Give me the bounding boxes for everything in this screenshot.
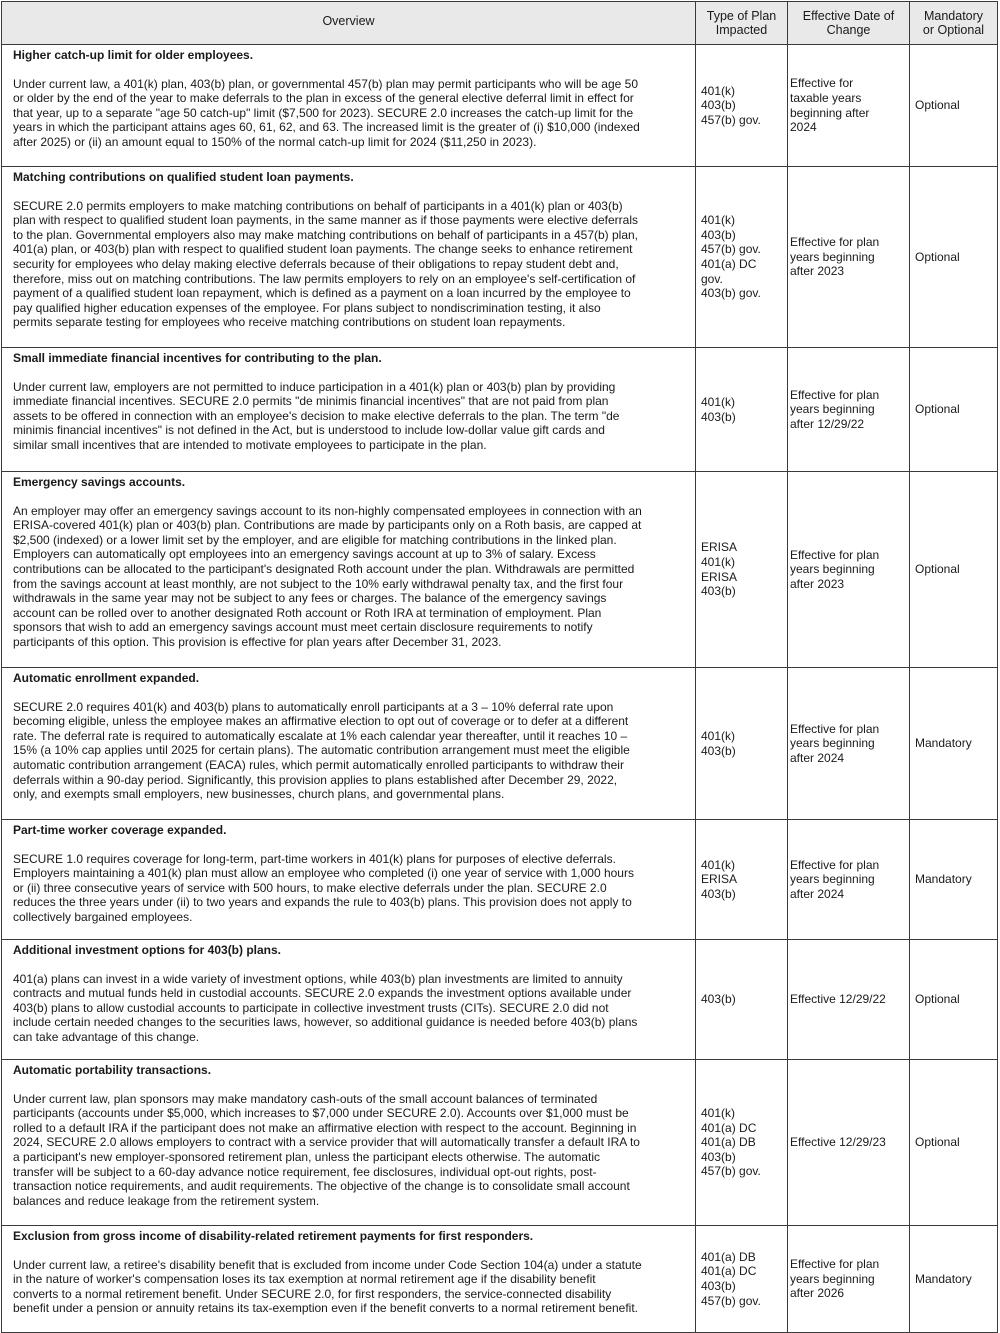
effective-date-cell: Effective 12/29/22: [788, 940, 910, 1060]
provision-title: Additional investment options for 403(b) plans.: [13, 943, 282, 957]
plan-type-cell: 401(k) 403(b): [696, 348, 788, 472]
provision-body: SECURE 2.0 requires 401(k) and 403(b) plans to automatically enroll participants at a 3 – 10% deferral rate upon becoming eligible, unless the employee makes an affirmative election to opt out of coverage or to defer at a different rate. The deferral rate is required to automatically escalate at 1% each calendar year thereafter, until it reaches 10 – 15% (a 10% cap applies until 2025 for certain plans). The automatic contribution arrangement must meet the eligible automatic contribution arrangement (EACA) rules, which permit automatically enrolled participants to withdraw their deferrals within a 90-day period. Significantly, this provision applies to plans established after December 29, 2022, only, and exempts small employers, new businesses, church plans, and governmental plans.: [13, 699, 630, 802]
plan-type-cell: 401(k) 401(a) DC 401(a) DB 403(b) 457(b) gov.: [696, 1060, 788, 1226]
provision-body: SECURE 2.0 permits employers to make matching contributions on behalf of participants in a 401(k) plan or 403(b) plan with respect to qualified student loan payments, in the same manner as if those payments were elective deferrals to the plan. Governmental employers also may make matching contributions on behalf of participants in a 457(b) plan, 401(a) plan, or 403(b) plan with respect to qualified student loan payments. The change seeks to enhance retirement security for employees who delay making elective deferrals because of their obligations to repay student debt and, therefore, miss out on matching contributions. The law permits employers to rely on an employee's self-certification of payment of a qualified student loan repayment, which is defined as a payment on a loan incurred by the employee to pay qualified higher education expenses of the employee. For plans subject to nondiscrimination testing, it also permits separate testing for employees who receive matching contributions on student loan repayments.: [13, 198, 639, 330]
table-row: [2, 167, 998, 348]
provision-title: Emergency savings accounts.: [13, 475, 186, 489]
overview-cell: [2, 348, 696, 472]
provision-body: Under current law, plan sponsors may make mandatory cash-outs of the small account balances of terminated participants (accounts under $5,000, which increases to $7,000 under SECURE 2.0). Accounts over $1,000 must be rolled to a default IRA if the participant does not make an affirmative election with respect to the account. Beginning in 2024, SECURE 2.0 allows employers to contract with a service provider that will automatically transfer a default IRA to a participant's new employer-sponsored retirement plan, unless the participant elects otherwise. The automatic transfer will be subject to a 60-day advance notice requirement, fee disclosures, individual opt-out rights, post- transaction notice requirements, and audit requirements. The objective of the change is to consolidate small account balances and reduce leakage from the retirement system.: [13, 1091, 640, 1208]
provision-title: Part-time worker coverage expanded.: [13, 823, 227, 837]
overview-cell: [2, 820, 696, 940]
table-row: [2, 940, 998, 1060]
provision-body: Under current law, employers are not permitted to induce participation in a 401(k) plan or 403(b) plan by providing immediate financial incentives. SECURE 2.0 permits "de minimis financial incentives" that are not paid from plan assets to be offered in connection with an employee's decision to make elective deferrals to the plan. The term "de minimis financial incentives" is not defined in the Act, but is understood to include low-dollar value gift cards and similar small incentives that are intended to motivate employees to participate in the plan.: [13, 379, 620, 452]
overview-cell: [2, 472, 696, 668]
plan-type-cell: 401(k) 403(b): [696, 668, 788, 820]
overview-cell: [2, 1060, 696, 1226]
table-row: [2, 1060, 998, 1226]
provision-title: Automatic portability transactions.: [13, 1063, 212, 1077]
header-row: [2, 2, 998, 45]
plan-type-cell: 401(a) DB 401(a) DC 403(b) 457(b) gov.: [696, 1226, 788, 1333]
provision-body: 401(a) plans can invest in a wide variety of investment options, while 403(b) plan investments are limited to annuity contracts and mutual funds held in custodial accounts. SECURE 2.0 expands the investment options available under 403(b) plans to allow custodial accounts to participate in collective investment trusts (CITs). SECURE 2.0 did not include certain needed changes to the securities laws, however, so additional guidance is needed before 403(b) plans can take advantage of this change.: [13, 971, 638, 1044]
overview-cell: [2, 668, 696, 820]
overview-cell: [2, 45, 696, 167]
plan-type-header: Type of Plan Impacted: [696, 2, 788, 45]
overview-cell: [2, 940, 696, 1060]
plan-type-cell: 401(k) ERISA 403(b): [696, 820, 788, 940]
effective-date-cell: Effective for plan years beginning after 2026: [788, 1226, 910, 1333]
provision-body: Under current law, a 401(k) plan, 403(b) plan, or governmental 457(b) plan may permit participants who will be age 50 or older by the end of the year to make deferrals to the plan in excess of the general elective deferral limit in effect for that year, up to a separate "age 50 catch-up" limit ($7,500 for 2023). SECURE 2.0 increases the catch-up limit for the years in which the participant attains ages 60, 61, 62, and 63. The increased limit is the greater of (i) $10,000 (indexed after 2025) or (ii) an amount equal to 150% of the normal catch-up limit for 2024 ($11,250 in 2023).: [13, 76, 640, 149]
mandatory-cell: Mandatory: [910, 1226, 998, 1333]
mandatory-cell: Optional: [910, 167, 998, 348]
mandatory-cell: Mandatory: [910, 820, 998, 940]
mandatory-cell: Mandatory: [910, 668, 998, 820]
provision-body: Under current law, a retiree's disability benefit that is excluded from income under Code Section 104(a) under a statute in the nature of worker's compensation loses its tax exemption at normal retirement age if the disability benefit converts to a normal retirement benefit. Under SECURE 2.0, for first responders, the service-connected disability benefit under a pension or annuity retains its tax-exemption even if the benefit converts to a normal retirement benefit.: [13, 1257, 642, 1316]
effective-date-cell: Effective for plan years beginning after 2024: [788, 820, 910, 940]
mandatory-cell: Optional: [910, 472, 998, 668]
effective-date-cell: Effective for taxable years beginning after 2024: [788, 45, 910, 167]
table-row: [2, 820, 998, 940]
provision-title: Matching contributions on qualified student loan payments.: [13, 170, 354, 184]
mandatory-cell: Optional: [910, 1060, 998, 1226]
mandatory-cell: Optional: [910, 45, 998, 167]
table-row: [2, 1226, 998, 1333]
effective-date-cell: Effective 12/29/23: [788, 1060, 910, 1226]
effective-date-cell: Effective for plan years beginning after 12/29/22: [788, 348, 910, 472]
effective-date-cell: Effective for plan years beginning after 2024: [788, 668, 910, 820]
provisions-table: [1, 1, 998, 1333]
provision-body: SECURE 1.0 requires coverage for long-term, part-time workers in 401(k) plans for purposes of elective deferrals. Employers maintaining a 401(k) plan must allow an employee who completed (i) one year of service with 1,000 hours or (ii) three consecutive years of service with 500 hours, to make elective deferrals under the plan. SECURE 2.0 reduces the three years under (ii) to two years and expands the rule to 403(b) plans. This provision does not apply to collectively bargained employees.: [13, 851, 634, 924]
table-row: [2, 45, 998, 167]
effective-date-cell: Effective for plan years beginning after 2023: [788, 472, 910, 668]
secure-act-comparison: [1, 1, 999, 1326]
provision-body: An employer may offer an emergency savings account to its non-highly compensated employees in connection with an ERISA-covered 401(k) plan or 403(b) plan. Contributions are made by participants only on a Roth basis, are capped at $2,500 (indexed) or a lower limit set by the employer, and are eligible for matching contributions in the linked plan. Employers can automatically opt employees into an emergency savings account at up to 3% of salary. Excess contributions can be allocated to the participant's designated Roth account under the plan. Withdrawals are permitted from the savings account at least monthly, are not subject to the 10% early withdrawal penalty tax, and the first four withdrawals in the same year may not be subject to any fees or charges. The balance of the emergency savings account can be rolled over to another designated Roth account or Roth IRA at termination of employment. Plan sponsors that wish to add an emergency savings account must meet certain disclosure requirements to notify participants of this option. This provision is effective for plan years after December 31, 2023.: [13, 503, 642, 649]
mandatory-cell: Optional: [910, 940, 998, 1060]
provision-title: Small immediate financial incentives for contributing to the plan.: [13, 351, 382, 365]
overview-header: Overview: [2, 2, 696, 45]
provision-title: Automatic enrollment expanded.: [13, 671, 200, 685]
table-row: [2, 348, 998, 472]
plan-type-cell: 403(b): [696, 940, 788, 1060]
overview-cell: [2, 167, 696, 348]
table-row: [2, 668, 998, 820]
effective-date-header: Effective Date of Change: [788, 2, 910, 45]
table-row: [2, 472, 998, 668]
effective-date-cell: Effective for plan years beginning after 2023: [788, 167, 910, 348]
provision-title: Exclusion from gross income of disability-related retirement payments for first responders.: [13, 1229, 534, 1243]
plan-type-cell: 401(k) 403(b) 457(b) gov.: [696, 45, 788, 167]
overview-cell: [2, 1226, 696, 1333]
plan-type-cell: ERISA 401(k) ERISA 403(b): [696, 472, 788, 668]
mandatory-cell: Optional: [910, 348, 998, 472]
plan-type-cell: 401(k) 403(b) 457(b) gov. 401(a) DC gov. 403(b) gov.: [696, 167, 788, 348]
mandatory-optional-header: Mandatory or Optional: [910, 2, 998, 45]
provision-title: Higher catch-up limit for older employees.: [13, 48, 254, 62]
